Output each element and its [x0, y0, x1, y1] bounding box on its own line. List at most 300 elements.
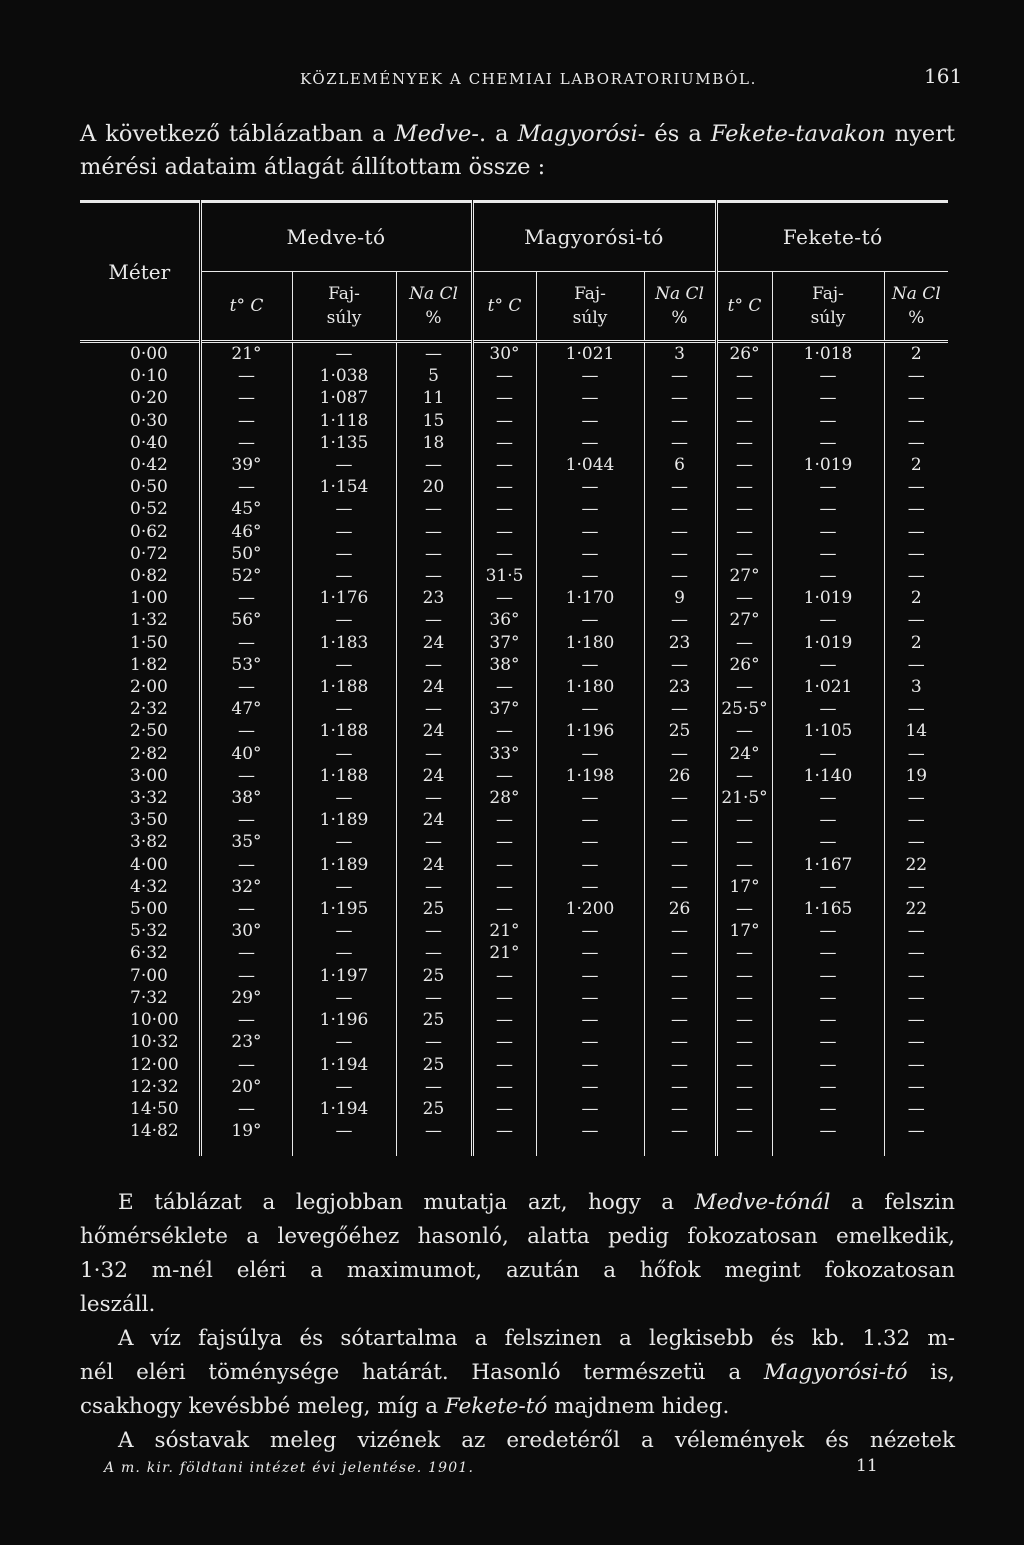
- value-cell: —: [536, 1076, 644, 1098]
- specific-gravity-header: Faj- súly: [536, 272, 644, 342]
- value-cell: —: [884, 920, 948, 942]
- value-cell: 1·021: [536, 342, 644, 366]
- value-cell: —: [644, 365, 716, 387]
- value-cell: —: [772, 809, 884, 831]
- table-row: [80, 854, 948, 876]
- depth-cell: 1·00: [130, 588, 168, 609]
- value-cell: 1·018: [772, 342, 884, 366]
- value-cell: —: [644, 387, 716, 409]
- text-line: leszáll.: [80, 1292, 156, 1317]
- value-cell: —: [292, 1076, 396, 1098]
- value-cell: 2: [884, 632, 948, 654]
- table-row: [80, 565, 948, 587]
- value-cell: —: [536, 942, 644, 964]
- value-cell: —: [644, 1098, 716, 1120]
- value-cell: —: [200, 676, 292, 698]
- value-cell: —: [772, 987, 884, 1009]
- value-cell: 1·200: [536, 898, 644, 920]
- table-row: [80, 1054, 948, 1076]
- value-cell: —: [772, 743, 884, 765]
- value-cell: —: [716, 632, 772, 654]
- value-cell: —: [536, 654, 644, 676]
- value-cell: —: [536, 920, 644, 942]
- value-cell: 1·198: [536, 765, 644, 787]
- value-cell: —: [200, 898, 292, 920]
- table-spacer: [80, 1142, 948, 1156]
- value-cell: —: [536, 987, 644, 1009]
- value-cell: 25: [396, 1009, 472, 1031]
- value-cell: —: [884, 654, 948, 676]
- value-cell: —: [716, 387, 772, 409]
- value-cell: —: [396, 1031, 472, 1053]
- depth-cell: 1·82: [130, 654, 168, 675]
- value-cell: 25: [644, 720, 716, 742]
- value-cell: 23°: [200, 1031, 292, 1053]
- value-cell: —: [884, 987, 948, 1009]
- intro-paragraph: [80, 118, 955, 184]
- value-cell: —: [472, 454, 536, 476]
- value-cell: 27°: [716, 609, 772, 631]
- value-cell: —: [644, 654, 716, 676]
- value-cell: —: [200, 1009, 292, 1031]
- table-body: [80, 342, 948, 1157]
- temp-header: t° C: [200, 272, 292, 342]
- temp-header: t° C: [716, 272, 772, 342]
- value-cell: —: [644, 809, 716, 831]
- value-cell: 1·188: [292, 720, 396, 742]
- value-cell: —: [716, 1076, 772, 1098]
- value-cell: —: [644, 609, 716, 631]
- value-cell: —: [716, 831, 772, 853]
- value-cell: —: [772, 787, 884, 809]
- value-cell: —: [200, 432, 292, 454]
- value-cell: —: [884, 609, 948, 631]
- value-cell: 25: [396, 1054, 472, 1076]
- value-cell: —: [396, 831, 472, 853]
- value-cell: —: [716, 676, 772, 698]
- value-cell: —: [716, 365, 772, 387]
- value-cell: —: [200, 1098, 292, 1120]
- table-row: [80, 387, 948, 409]
- depth-cell: 2·00: [130, 677, 168, 698]
- value-cell: 2: [884, 342, 948, 366]
- depth-cell: 0·42: [130, 455, 168, 476]
- value-cell: —: [396, 698, 472, 720]
- value-cell: —: [772, 543, 884, 565]
- value-cell: —: [200, 809, 292, 831]
- value-cell: 1·194: [292, 1054, 396, 1076]
- value-cell: —: [472, 1120, 536, 1142]
- value-cell: 30°: [200, 920, 292, 942]
- value-cell: —: [472, 365, 536, 387]
- value-cell: —: [644, 1054, 716, 1076]
- depth-cell: 3·50: [130, 810, 168, 831]
- text-line: csakhogy kevésbbé meleg, míg a Fekete-tó majdnem hideg.: [80, 1394, 730, 1419]
- value-cell: 37°: [472, 632, 536, 654]
- specific-gravity-header: Faj- súly: [292, 272, 396, 342]
- value-cell: —: [772, 1098, 884, 1120]
- value-cell: 2: [884, 587, 948, 609]
- value-cell: 6: [644, 454, 716, 476]
- value-cell: 1·188: [292, 765, 396, 787]
- value-cell: 25: [396, 1098, 472, 1120]
- meter-header: Méter: [80, 202, 200, 342]
- value-cell: —: [200, 720, 292, 742]
- value-cell: —: [536, 543, 644, 565]
- text-line: A víz fajsúlya és sótartalma a felszinen a legkisebb és kb. 1.32 m-: [118, 1326, 955, 1351]
- depth-cell: 3·00: [130, 765, 168, 786]
- value-cell: —: [472, 1098, 536, 1120]
- value-cell: —: [884, 876, 948, 898]
- table-row: [80, 1120, 948, 1142]
- value-cell: —: [472, 898, 536, 920]
- value-cell: —: [884, 432, 948, 454]
- table-row: [80, 454, 948, 476]
- value-cell: 2: [884, 454, 948, 476]
- value-cell: —: [396, 1120, 472, 1142]
- value-cell: 28°: [472, 787, 536, 809]
- value-cell: —: [536, 809, 644, 831]
- value-cell: —: [884, 498, 948, 520]
- value-cell: 20°: [200, 1076, 292, 1098]
- value-cell: —: [716, 965, 772, 987]
- depth-cell: 0·40: [130, 432, 168, 453]
- depth-cell: 0·20: [130, 388, 168, 409]
- value-cell: —: [396, 543, 472, 565]
- value-cell: —: [292, 831, 396, 853]
- value-cell: —: [396, 342, 472, 366]
- table-row: [80, 543, 948, 565]
- value-cell: —: [716, 1120, 772, 1142]
- value-cell: —: [292, 521, 396, 543]
- value-cell: 53°: [200, 654, 292, 676]
- value-cell: —: [472, 498, 536, 520]
- value-cell: 56°: [200, 609, 292, 631]
- value-cell: 38°: [200, 787, 292, 809]
- value-cell: —: [472, 432, 536, 454]
- value-cell: —: [644, 521, 716, 543]
- value-cell: —: [644, 987, 716, 1009]
- value-cell: —: [884, 809, 948, 831]
- value-cell: —: [716, 1054, 772, 1076]
- depth-cell: 1·50: [130, 632, 168, 653]
- table-row: [80, 410, 948, 432]
- value-cell: 23: [644, 632, 716, 654]
- value-cell: 26°: [716, 342, 772, 366]
- value-cell: —: [772, 1076, 884, 1098]
- value-cell: 11: [396, 387, 472, 409]
- value-cell: —: [472, 1009, 536, 1031]
- text-line: E táblázat a legjobban mutatja azt, hogy a Medve-tónál a felszin: [118, 1190, 955, 1215]
- depth-cell: 0·62: [130, 521, 168, 542]
- group-header-fekete: Fekete-tó: [716, 202, 948, 272]
- value-cell: —: [772, 1031, 884, 1053]
- value-cell: —: [884, 698, 948, 720]
- value-cell: —: [772, 920, 884, 942]
- value-cell: —: [292, 498, 396, 520]
- depth-cell: 0·00: [80, 342, 200, 366]
- value-cell: —: [772, 1009, 884, 1031]
- depth-cell: 12·32: [130, 1076, 179, 1097]
- value-cell: —: [536, 387, 644, 409]
- value-cell: —: [472, 521, 536, 543]
- running-header: [0, 60, 1024, 90]
- value-cell: —: [292, 609, 396, 631]
- table-row: [80, 676, 948, 698]
- table-row: [80, 587, 948, 609]
- value-cell: —: [472, 765, 536, 787]
- value-cell: 24: [396, 632, 472, 654]
- value-cell: —: [472, 676, 536, 698]
- value-cell: —: [884, 965, 948, 987]
- value-cell: —: [772, 698, 884, 720]
- lake-name-fekete: Fekete-tavakon: [710, 121, 886, 147]
- table-row: [80, 1031, 948, 1053]
- value-cell: 50°: [200, 543, 292, 565]
- value-cell: —: [884, 1098, 948, 1120]
- value-cell: —: [884, 1054, 948, 1076]
- page-number: 161: [924, 64, 963, 88]
- value-cell: —: [716, 454, 772, 476]
- value-cell: —: [884, 831, 948, 853]
- value-cell: —: [644, 1076, 716, 1098]
- table-row: [80, 987, 948, 1009]
- value-cell: —: [536, 410, 644, 432]
- value-cell: —: [200, 387, 292, 409]
- value-cell: —: [884, 1076, 948, 1098]
- value-cell: —: [772, 1054, 884, 1076]
- value-cell: —: [644, 787, 716, 809]
- value-cell: —: [472, 387, 536, 409]
- value-cell: —: [472, 809, 536, 831]
- table-row: [80, 498, 948, 520]
- value-cell: 38°: [472, 654, 536, 676]
- value-cell: —: [716, 942, 772, 964]
- value-cell: 5: [396, 365, 472, 387]
- table-row: [80, 1076, 948, 1098]
- depth-cell: 12·00: [130, 1054, 179, 1075]
- value-cell: —: [396, 1076, 472, 1098]
- value-cell: 21·5°: [716, 787, 772, 809]
- measurement-table: [80, 200, 948, 1156]
- depth-cell: 6·32: [130, 943, 168, 964]
- depth-cell: 1·32: [130, 610, 168, 631]
- value-cell: —: [772, 432, 884, 454]
- value-cell: 21°: [472, 942, 536, 964]
- table-row: [80, 521, 948, 543]
- value-cell: —: [644, 1031, 716, 1053]
- value-cell: 25: [396, 898, 472, 920]
- value-cell: 19: [884, 765, 948, 787]
- depth-cell: 5·00: [130, 899, 168, 920]
- value-cell: —: [716, 854, 772, 876]
- table-row: [80, 876, 948, 898]
- value-cell: —: [716, 720, 772, 742]
- value-cell: —: [200, 632, 292, 654]
- value-cell: 21°: [472, 920, 536, 942]
- value-cell: —: [200, 1054, 292, 1076]
- value-cell: —: [200, 476, 292, 498]
- value-cell: —: [472, 965, 536, 987]
- value-cell: 21°: [200, 342, 292, 366]
- value-cell: 24°: [716, 743, 772, 765]
- value-cell: —: [536, 854, 644, 876]
- value-cell: —: [472, 1031, 536, 1053]
- value-cell: 1·038: [292, 365, 396, 387]
- value-cell: 1·019: [772, 454, 884, 476]
- value-cell: 15: [396, 410, 472, 432]
- value-cell: —: [292, 942, 396, 964]
- table-row: [80, 743, 948, 765]
- value-cell: —: [200, 365, 292, 387]
- value-cell: —: [716, 1009, 772, 1031]
- value-cell: —: [644, 965, 716, 987]
- value-cell: —: [292, 920, 396, 942]
- value-cell: 37°: [472, 698, 536, 720]
- value-cell: —: [292, 565, 396, 587]
- value-cell: 1·188: [292, 676, 396, 698]
- text-line: 1·32 m-nél eléri a maximumot, azután a hőfok megint fokozatosan: [80, 1258, 955, 1283]
- specific-gravity-header: Faj- súly: [772, 272, 884, 342]
- value-cell: —: [472, 831, 536, 853]
- value-cell: 1·197: [292, 965, 396, 987]
- value-cell: —: [396, 654, 472, 676]
- value-cell: 46°: [200, 521, 292, 543]
- value-cell: —: [716, 521, 772, 543]
- value-cell: —: [644, 876, 716, 898]
- depth-cell: 2·32: [130, 699, 168, 720]
- value-cell: —: [772, 365, 884, 387]
- value-cell: 45°: [200, 498, 292, 520]
- value-cell: —: [772, 521, 884, 543]
- value-cell: —: [536, 1120, 644, 1142]
- value-cell: —: [644, 743, 716, 765]
- table-row: [80, 831, 948, 853]
- value-cell: 29°: [200, 987, 292, 1009]
- value-cell: —: [292, 876, 396, 898]
- value-cell: —: [200, 587, 292, 609]
- value-cell: 17°: [716, 876, 772, 898]
- value-cell: —: [884, 787, 948, 809]
- text-line: nél eléri töménysége határát. Hasonló természetü a Magyorósi-tó is,: [80, 1360, 955, 1385]
- depth-cell: 5·32: [130, 921, 168, 942]
- value-cell: —: [536, 965, 644, 987]
- depth-cell: 10·00: [130, 1010, 179, 1031]
- value-cell: —: [644, 565, 716, 587]
- value-cell: 1·189: [292, 809, 396, 831]
- value-cell: —: [396, 920, 472, 942]
- depth-cell: 2·50: [130, 721, 168, 742]
- depth-cell: 0·52: [130, 499, 168, 520]
- value-cell: 47°: [200, 698, 292, 720]
- value-cell: 35°: [200, 831, 292, 853]
- value-cell: 31·5: [472, 565, 536, 587]
- value-cell: —: [536, 1009, 644, 1031]
- value-cell: —: [292, 342, 396, 366]
- value-cell: 24: [396, 765, 472, 787]
- value-cell: —: [396, 609, 472, 631]
- value-cell: 1·044: [536, 454, 644, 476]
- value-cell: 1·194: [292, 1098, 396, 1120]
- signature-mark: 11: [856, 1456, 878, 1476]
- value-cell: —: [200, 965, 292, 987]
- nacl-header: Na Cl %: [396, 272, 472, 342]
- table-row: [80, 965, 948, 987]
- value-cell: 26°: [716, 654, 772, 676]
- value-cell: 22: [884, 898, 948, 920]
- value-cell: 24: [396, 854, 472, 876]
- value-cell: —: [536, 1031, 644, 1053]
- value-cell: —: [716, 476, 772, 498]
- value-cell: 1·019: [772, 632, 884, 654]
- depth-cell: 0·82: [130, 566, 168, 587]
- value-cell: 26: [644, 898, 716, 920]
- value-cell: —: [644, 1009, 716, 1031]
- nacl-header: Na Cl %: [884, 272, 948, 342]
- value-cell: 1·196: [292, 1009, 396, 1031]
- value-cell: —: [772, 387, 884, 409]
- table-row: [80, 1098, 948, 1120]
- value-cell: —: [772, 965, 884, 987]
- depth-cell: 7·32: [130, 987, 168, 1008]
- closing-paragraph: [80, 1186, 955, 1458]
- value-cell: —: [396, 565, 472, 587]
- value-cell: 25: [396, 965, 472, 987]
- value-cell: —: [292, 743, 396, 765]
- depth-cell: 10·32: [130, 1032, 179, 1053]
- value-cell: —: [884, 387, 948, 409]
- value-cell: —: [884, 1120, 948, 1142]
- text-line: hőmérséklete a levegőéhez hasonló, alatta pedig fokozatosan emelkedik,: [80, 1224, 955, 1249]
- value-cell: —: [200, 410, 292, 432]
- table-row: [80, 432, 948, 454]
- value-cell: —: [536, 1054, 644, 1076]
- value-cell: 22: [884, 854, 948, 876]
- value-cell: 17°: [716, 920, 772, 942]
- value-cell: —: [292, 543, 396, 565]
- table-row: [80, 654, 948, 676]
- depth-cell: 3·82: [130, 832, 168, 853]
- value-cell: —: [292, 787, 396, 809]
- value-cell: —: [884, 1031, 948, 1053]
- table-row: [80, 920, 948, 942]
- value-cell: —: [536, 365, 644, 387]
- value-cell: —: [772, 654, 884, 676]
- value-cell: —: [536, 743, 644, 765]
- table-row: [80, 476, 948, 498]
- intro-text: A következő táblázatban a: [80, 121, 395, 147]
- value-cell: —: [536, 565, 644, 587]
- value-cell: —: [884, 521, 948, 543]
- value-cell: —: [772, 609, 884, 631]
- value-cell: —: [536, 609, 644, 631]
- value-cell: 24: [396, 676, 472, 698]
- table-row: [80, 342, 948, 366]
- value-cell: —: [200, 854, 292, 876]
- value-cell: —: [716, 410, 772, 432]
- depth-cell: 4·00: [130, 854, 168, 875]
- value-cell: —: [536, 432, 644, 454]
- value-cell: 1·135: [292, 432, 396, 454]
- footer-note: A m. kir. földtani intézet évi jelentése. 1901.: [104, 1460, 475, 1476]
- value-cell: —: [772, 1120, 884, 1142]
- depth-cell: 4·32: [130, 876, 168, 897]
- value-cell: 1·165: [772, 898, 884, 920]
- value-cell: —: [772, 876, 884, 898]
- group-header-magyorosi: Magyorósi-tó: [472, 202, 716, 272]
- value-cell: —: [716, 1098, 772, 1120]
- value-cell: —: [716, 587, 772, 609]
